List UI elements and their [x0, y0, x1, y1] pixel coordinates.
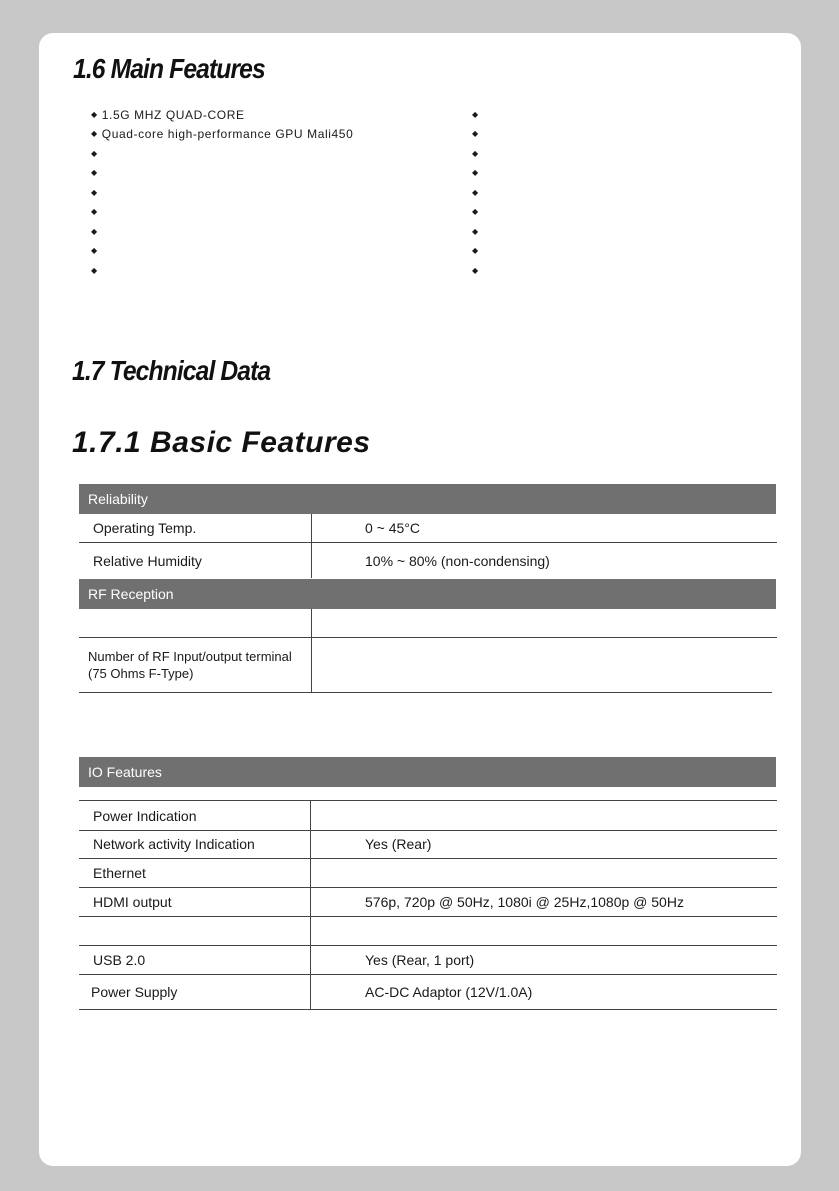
- row-value: Yes (Rear): [365, 836, 432, 852]
- row-value: [365, 917, 777, 945]
- row-value: 0 ~ 45°C: [365, 520, 421, 536]
- feature-item: [91, 183, 353, 203]
- table-row: [79, 830, 777, 859]
- row-label: Network activity Indication: [79, 830, 311, 858]
- row-label: [79, 917, 311, 945]
- bullet-icon: ◆: [472, 168, 479, 178]
- bullet-icon: ◆: [91, 148, 98, 158]
- row-label: Power Indication: [79, 801, 311, 830]
- table-row: [79, 638, 772, 693]
- row-value: [365, 859, 777, 887]
- bullet-icon: ◆: [91, 109, 98, 119]
- feature-item: [472, 203, 483, 223]
- row-value: AC-DC Adaptor (12V/1.0A): [365, 984, 533, 1000]
- manual-page: [39, 33, 801, 1166]
- row-value: 10% ~ 80% (non-condensing): [365, 552, 550, 569]
- feature-item: [472, 261, 483, 281]
- bullet-icon: ◆: [91, 265, 98, 275]
- features-list-left: [91, 105, 353, 281]
- bullet-icon: ◆: [472, 129, 479, 139]
- feature-text: 1.5G MHZ QUAD-CORE: [101, 107, 245, 122]
- row-value: [365, 801, 777, 830]
- bullet-icon: ◆: [472, 226, 479, 236]
- feature-item: [91, 164, 353, 184]
- row-label: Ethernet: [79, 859, 311, 887]
- main-features-title: 1.6 Main Features: [73, 53, 265, 84]
- feature-item: [91, 144, 353, 164]
- table-row: [79, 946, 777, 975]
- row-label: HDMI output: [79, 888, 311, 916]
- table-row: [79, 800, 777, 831]
- bullet-icon: ◆: [91, 207, 98, 217]
- feature-item: [91, 105, 353, 125]
- bullet-icon: ◆: [91, 129, 98, 139]
- bullet-icon: ◆: [91, 168, 98, 178]
- table-row: [79, 543, 777, 578]
- table-row: [79, 917, 777, 946]
- row-label: USB 2.0: [79, 946, 311, 974]
- row-label: Relative Humidity: [79, 543, 312, 578]
- technical-data-title: 1.7 Technical Data: [72, 355, 271, 386]
- feature-item: [91, 242, 353, 262]
- row-value: [365, 638, 772, 692]
- io-features-header: IO Features: [79, 757, 776, 787]
- rf-reception-header: RF Reception: [79, 579, 776, 609]
- row-label: Number of RF Input/output terminal (75 Ohms F-Type): [79, 638, 312, 692]
- reliability-header: Reliability: [79, 484, 776, 514]
- table-row: [79, 859, 777, 888]
- row-value: [365, 609, 777, 637]
- table-row: [79, 975, 777, 1010]
- feature-item: [472, 222, 483, 242]
- row-label: [79, 609, 312, 637]
- features-list-right: [472, 105, 483, 281]
- bullet-icon: ◆: [472, 265, 479, 275]
- bullet-icon: ◆: [472, 187, 479, 197]
- feature-item: [91, 125, 353, 145]
- basic-features-title: 1.7.1 Basic Features: [72, 426, 371, 459]
- feature-item: [472, 125, 483, 145]
- bullet-icon: ◆: [472, 246, 479, 256]
- bullet-icon: ◆: [472, 148, 479, 158]
- feature-item: [472, 183, 483, 203]
- feature-item: [472, 242, 483, 262]
- row-label: Power Supply: [79, 975, 311, 1009]
- bullet-icon: ◆: [91, 187, 98, 197]
- feature-item: [472, 164, 483, 184]
- feature-item: [91, 261, 353, 281]
- row-value: 576p, 720p @ 50Hz, 1080i @ 25Hz,1080p @ 50Hz: [365, 894, 684, 910]
- row-label: Operating Temp.: [79, 514, 312, 542]
- table-row: [79, 888, 777, 917]
- bullet-icon: ◆: [91, 246, 98, 256]
- feature-item: [472, 105, 483, 125]
- bullet-icon: ◆: [472, 109, 479, 119]
- bullet-icon: ◆: [472, 207, 479, 217]
- feature-item: [91, 222, 353, 242]
- table-row: [79, 514, 777, 543]
- feature-text: Quad-core high-performance GPU Mali450: [101, 127, 354, 142]
- feature-item: [91, 203, 353, 223]
- bullet-icon: ◆: [91, 226, 98, 236]
- row-value: Yes (Rear, 1 port): [365, 952, 475, 968]
- feature-item: [472, 144, 483, 164]
- table-row: [79, 609, 777, 638]
